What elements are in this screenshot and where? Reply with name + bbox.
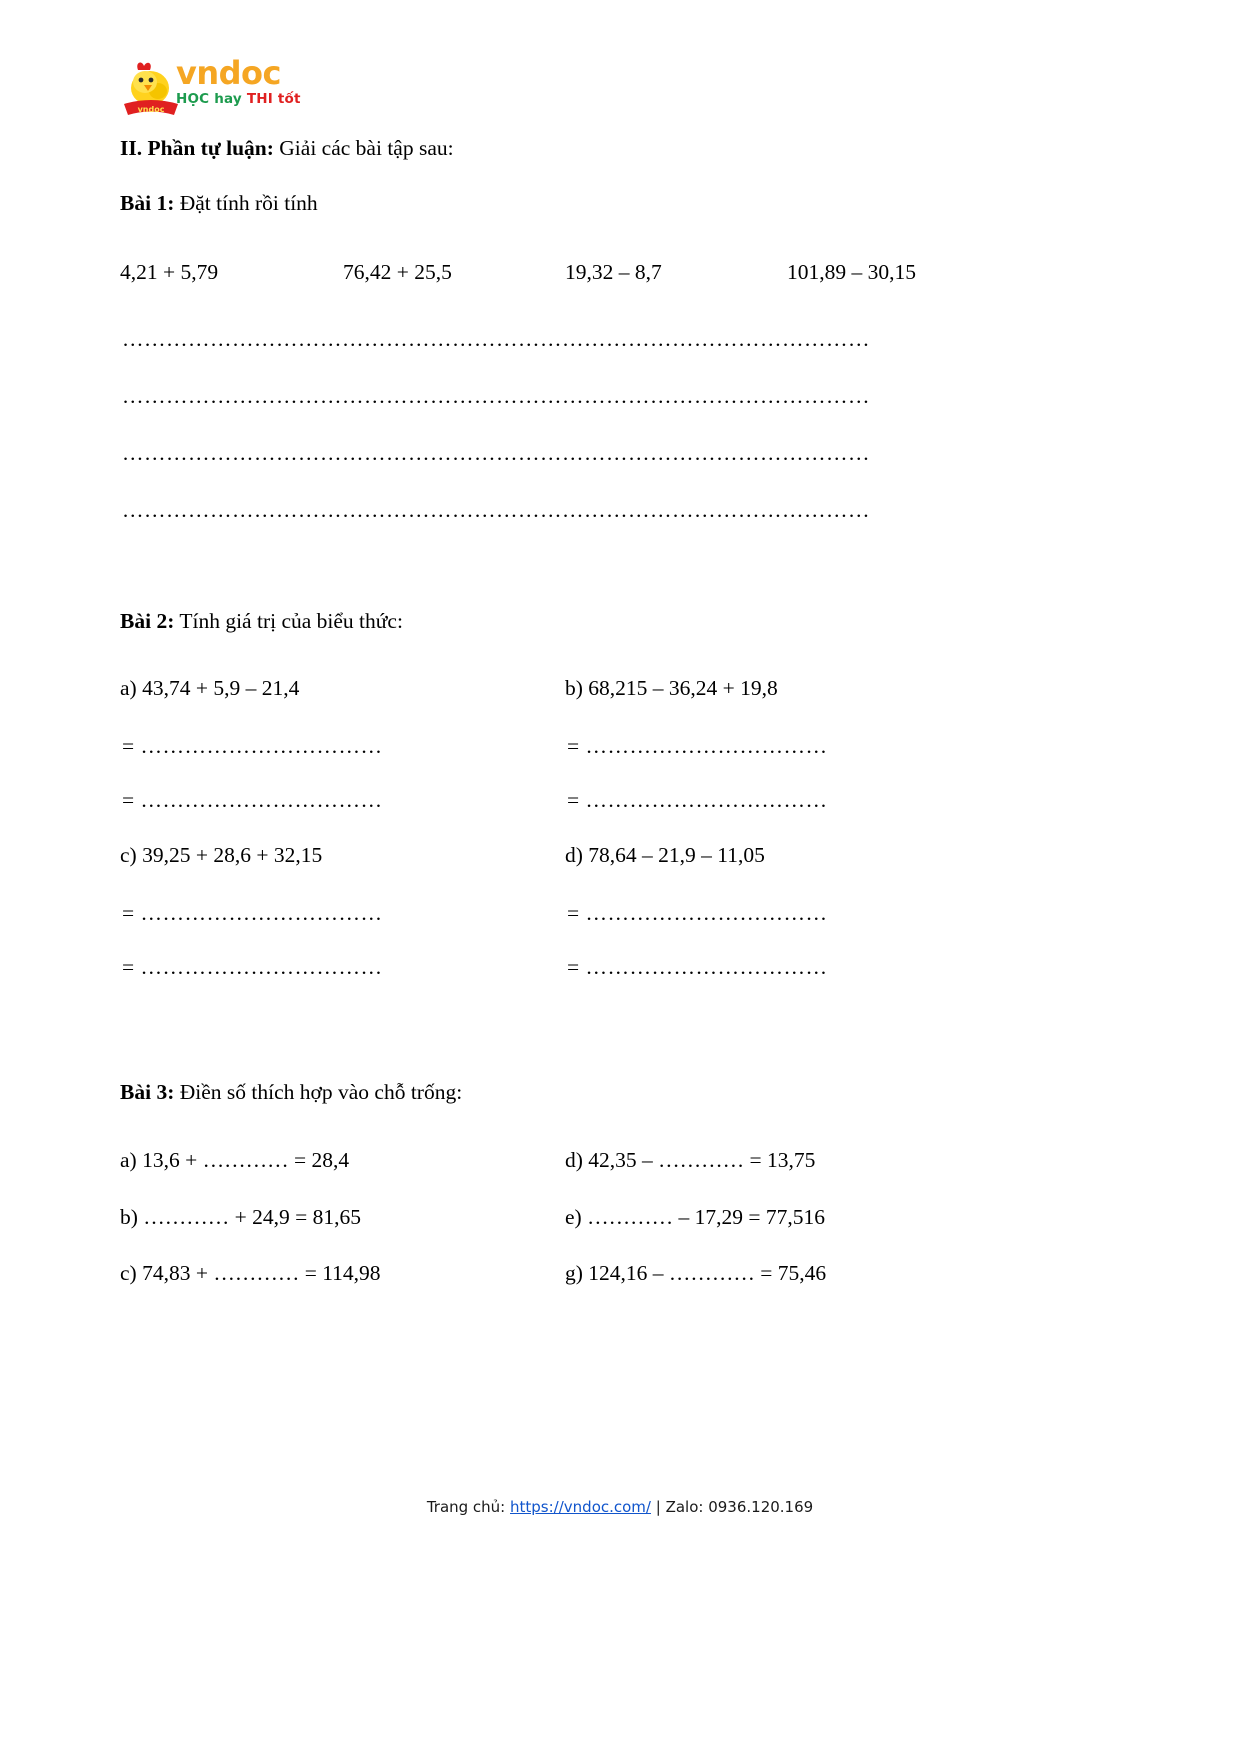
bai2-answer-a-2[interactable]: = …………………………… [122, 788, 383, 812]
bai3-item-a[interactable]: a) 13,6 + ………… = 28,4 [120, 1148, 350, 1172]
bai2-answer-d-1[interactable]: = …………………………… [567, 901, 828, 925]
mascot-banner-label: vndoc [137, 105, 165, 114]
bai2-answer-b-2[interactable]: = …………………………… [567, 788, 828, 812]
section-heading [120, 134, 454, 162]
logo-tagline [176, 91, 406, 107]
bai2-item-a: a) 43,74 + 5,9 – 21,4 [120, 676, 300, 700]
logo-wordmark: vndoc [176, 54, 281, 92]
bai1-answer-line-1[interactable]: ………………………………………………………………………………………… [122, 327, 870, 351]
section-heading-rest: Giải các bài tập sau: [273, 136, 454, 160]
bai2-item-c: c) 39,25 + 28,6 + 32,15 [120, 843, 323, 867]
bai1-expression-2: 76,42 + 25,5 [343, 260, 452, 284]
vndoc-logo [120, 56, 420, 120]
bai1-label: Bài 1: [120, 191, 175, 215]
bai3-heading [120, 1078, 462, 1106]
tagline-tot: tốt [277, 91, 301, 107]
bai3-label: Bài 3: [120, 1080, 175, 1104]
tagline-thi: THI [246, 91, 273, 107]
tagline-hoc: HỌC [176, 91, 210, 107]
page-footer [0, 1498, 1240, 1516]
bai3-item-d[interactable]: d) 42,35 – ………… = 13,75 [565, 1148, 816, 1172]
bai3-item-g[interactable]: g) 124,16 – ………… = 75,46 [565, 1261, 827, 1285]
bai1-expression-1: 4,21 + 5,79 [120, 260, 219, 284]
bai1-expression-3: 19,32 – 8,7 [565, 260, 662, 284]
footer-suffix: | Zalo: 0936.120.169 [650, 1498, 814, 1516]
bai1-expression-4: 101,89 – 30,15 [787, 260, 916, 284]
bai2-answer-a-1[interactable]: = …………………………… [122, 734, 383, 758]
bai1-title: Đặt tính rồi tính [174, 191, 318, 215]
footer-prefix: Trang chủ: [426, 1498, 511, 1516]
bai2-item-b: b) 68,215 – 36,24 + 19,8 [565, 676, 778, 700]
bai2-label: Bài 2: [120, 609, 175, 633]
footer-homepage-link[interactable]: https://vndoc.com/ [510, 1498, 651, 1516]
bai3-item-e[interactable]: e) ………… – 17,29 = 77,516 [565, 1205, 825, 1229]
bai3-title: Điền số thích hợp vào chỗ trống: [174, 1080, 463, 1104]
tagline-hay: hay [214, 91, 242, 107]
bai2-item-d: d) 78,64 – 21,9 – 11,05 [565, 843, 765, 867]
bai2-answer-d-2[interactable]: = …………………………… [567, 955, 828, 979]
bai3-item-b[interactable]: b) ………… + 24,9 = 81,65 [120, 1205, 362, 1229]
section-heading-label: II. Phần tự luận: [120, 136, 274, 160]
bai2-answer-c-1[interactable]: = …………………………… [122, 901, 383, 925]
chick-mascot-icon [120, 58, 182, 118]
bai2-title: Tính giá trị của biểu thức: [174, 609, 403, 633]
bai2-heading [120, 607, 403, 635]
bai2-answer-c-2[interactable]: = …………………………… [122, 955, 383, 979]
bai1-answer-line-2[interactable]: ………………………………………………………………………………………… [122, 384, 870, 408]
bai1-answer-line-3[interactable]: ………………………………………………………………………………………… [122, 441, 870, 465]
bai1-answer-line-4[interactable]: ………………………………………………………………………………………… [122, 498, 870, 522]
logo-text [176, 56, 406, 107]
bai3-item-c[interactable]: c) 74,83 + ………… = 114,98 [120, 1261, 381, 1285]
bai1-heading [120, 189, 318, 217]
bai2-answer-b-1[interactable]: = …………………………… [567, 734, 828, 758]
